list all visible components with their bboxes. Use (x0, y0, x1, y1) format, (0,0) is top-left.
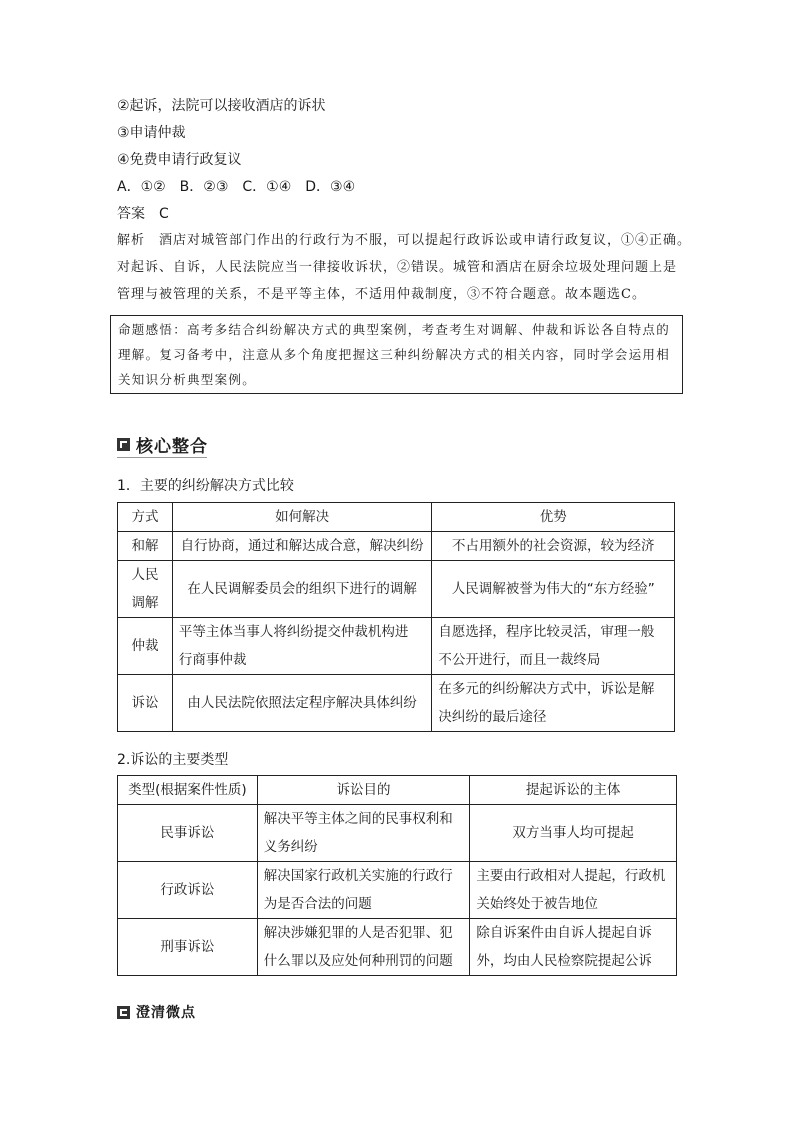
table-header: 提起诉讼的主体 (470, 776, 677, 805)
table-row (118, 805, 677, 862)
table-cell: 由人民法院依照法定程序解决具体纠纷 (172, 675, 432, 732)
note-line-1: 命题感悟：高考多结合纠纷解决方式的典型案例，考查考生对调解、仲裁和诉讼各自特点的 (118, 322, 671, 337)
table2-caption: 2.诉讼的主要类型 (117, 752, 229, 768)
table-header: 如何解决 (172, 503, 432, 532)
table-cell: 在多元的纠纷解决方式中，诉讼是解 决纠纷的最后途径 (432, 675, 675, 732)
subsection-title: 澄清微点 (136, 1005, 196, 1021)
answer-choices: A．①② B．②③ C．①④ D．③④ (117, 179, 356, 195)
table-cell: 和解 (118, 532, 173, 561)
table1-caption: 1．主要的纠纷解决方式比较 (117, 478, 294, 494)
table-cell: 解决涉嫌犯罪的人是否犯罪、犯 什么罪以及应处何种刑罚的问题 (257, 919, 470, 976)
table-cell: 解决国家行政机关实施的行政行 为是否合法的问题 (257, 862, 470, 919)
table-cell: 自愿选择，程序比较灵活，审理一般 不公开进行，而且一裁终局 (432, 618, 675, 675)
table-cell: 双方当事人均可提起 (470, 805, 677, 862)
table-cell: 除自诉案件由自诉人提起自诉 外，均由人民检察院提起公诉 (470, 919, 677, 976)
table-row (118, 532, 675, 561)
table-header-row (118, 503, 675, 532)
table-cell: 不占用额外的社会资源，较为经济 (432, 532, 675, 561)
table-header-row (118, 776, 677, 805)
table-cell: 人民 调解 (118, 561, 173, 618)
table-header: 方式 (118, 503, 173, 532)
table-cell: 自行协商，通过和解达成合意，解决纠纷 (172, 532, 432, 561)
option-4: ④免费申请行政复议 (117, 152, 242, 168)
table-cell: 民事诉讼 (118, 805, 258, 862)
section-icon (117, 438, 130, 451)
table-cell: 仲裁 (118, 618, 173, 675)
note-line-2: 理解。复习备考中，注意从多个角度把握这三种纠纷解决方式的相关内容，同时学会运用相 (118, 347, 671, 362)
note-line-3: 关知识分析典型案例。 (118, 372, 257, 387)
table-header: 类型(根据案件性质) (118, 776, 258, 805)
table-row (118, 919, 677, 976)
table-header: 优势 (432, 503, 675, 532)
table-row (118, 618, 675, 675)
litigation-types-table (117, 775, 677, 976)
table-row (118, 675, 675, 732)
analysis-line-1: 解析 酒店对城管部门作出的行政行为不服，可以提起行政诉讼或申请行政复议，①④正确。 (117, 233, 692, 248)
subsection-icon (117, 1006, 130, 1019)
option-3: ③申请仲裁 (117, 125, 186, 141)
table-cell: 行政诉讼 (118, 862, 258, 919)
table-row (118, 561, 675, 618)
table-cell: 在人民调解委员会的组织下进行的调解 (172, 561, 432, 618)
table-cell: 解决平等主体之间的民事权利和 义务纠纷 (257, 805, 470, 862)
analysis-line-3: 管理与被管理的关系，不是平等主体，不适用仲裁制度，③不符合题意。故本题选C。 (117, 287, 646, 302)
table-cell: 刑事诉讼 (118, 919, 258, 976)
section-title: 核心整合 (136, 436, 208, 457)
subsection-heading (117, 1002, 196, 1022)
note-box (110, 315, 683, 394)
section-heading (117, 433, 208, 455)
table-cell: 人民调解被誉为伟大的“东方经验” (432, 561, 675, 618)
option-2: ②起诉，法院可以接收酒店的诉状 (117, 98, 326, 114)
table-row (118, 862, 677, 919)
section-underline (117, 457, 207, 458)
table-cell: 诉讼 (118, 675, 173, 732)
table-cell: 平等主体当事人将纠纷提交仲裁机构进 行商事仲裁 (172, 618, 432, 675)
analysis-line-2: 对起诉、自诉，人民法院应当一律接收诉状，②错误。城管和酒店在厨余垃圾处理问题上是 (117, 260, 678, 275)
table-header: 诉讼目的 (257, 776, 470, 805)
answer: 答案 C (117, 206, 169, 222)
table-cell: 主要由行政相对人提起，行政机 关始终处于被告地位 (470, 862, 677, 919)
dispute-resolution-table (117, 502, 675, 732)
